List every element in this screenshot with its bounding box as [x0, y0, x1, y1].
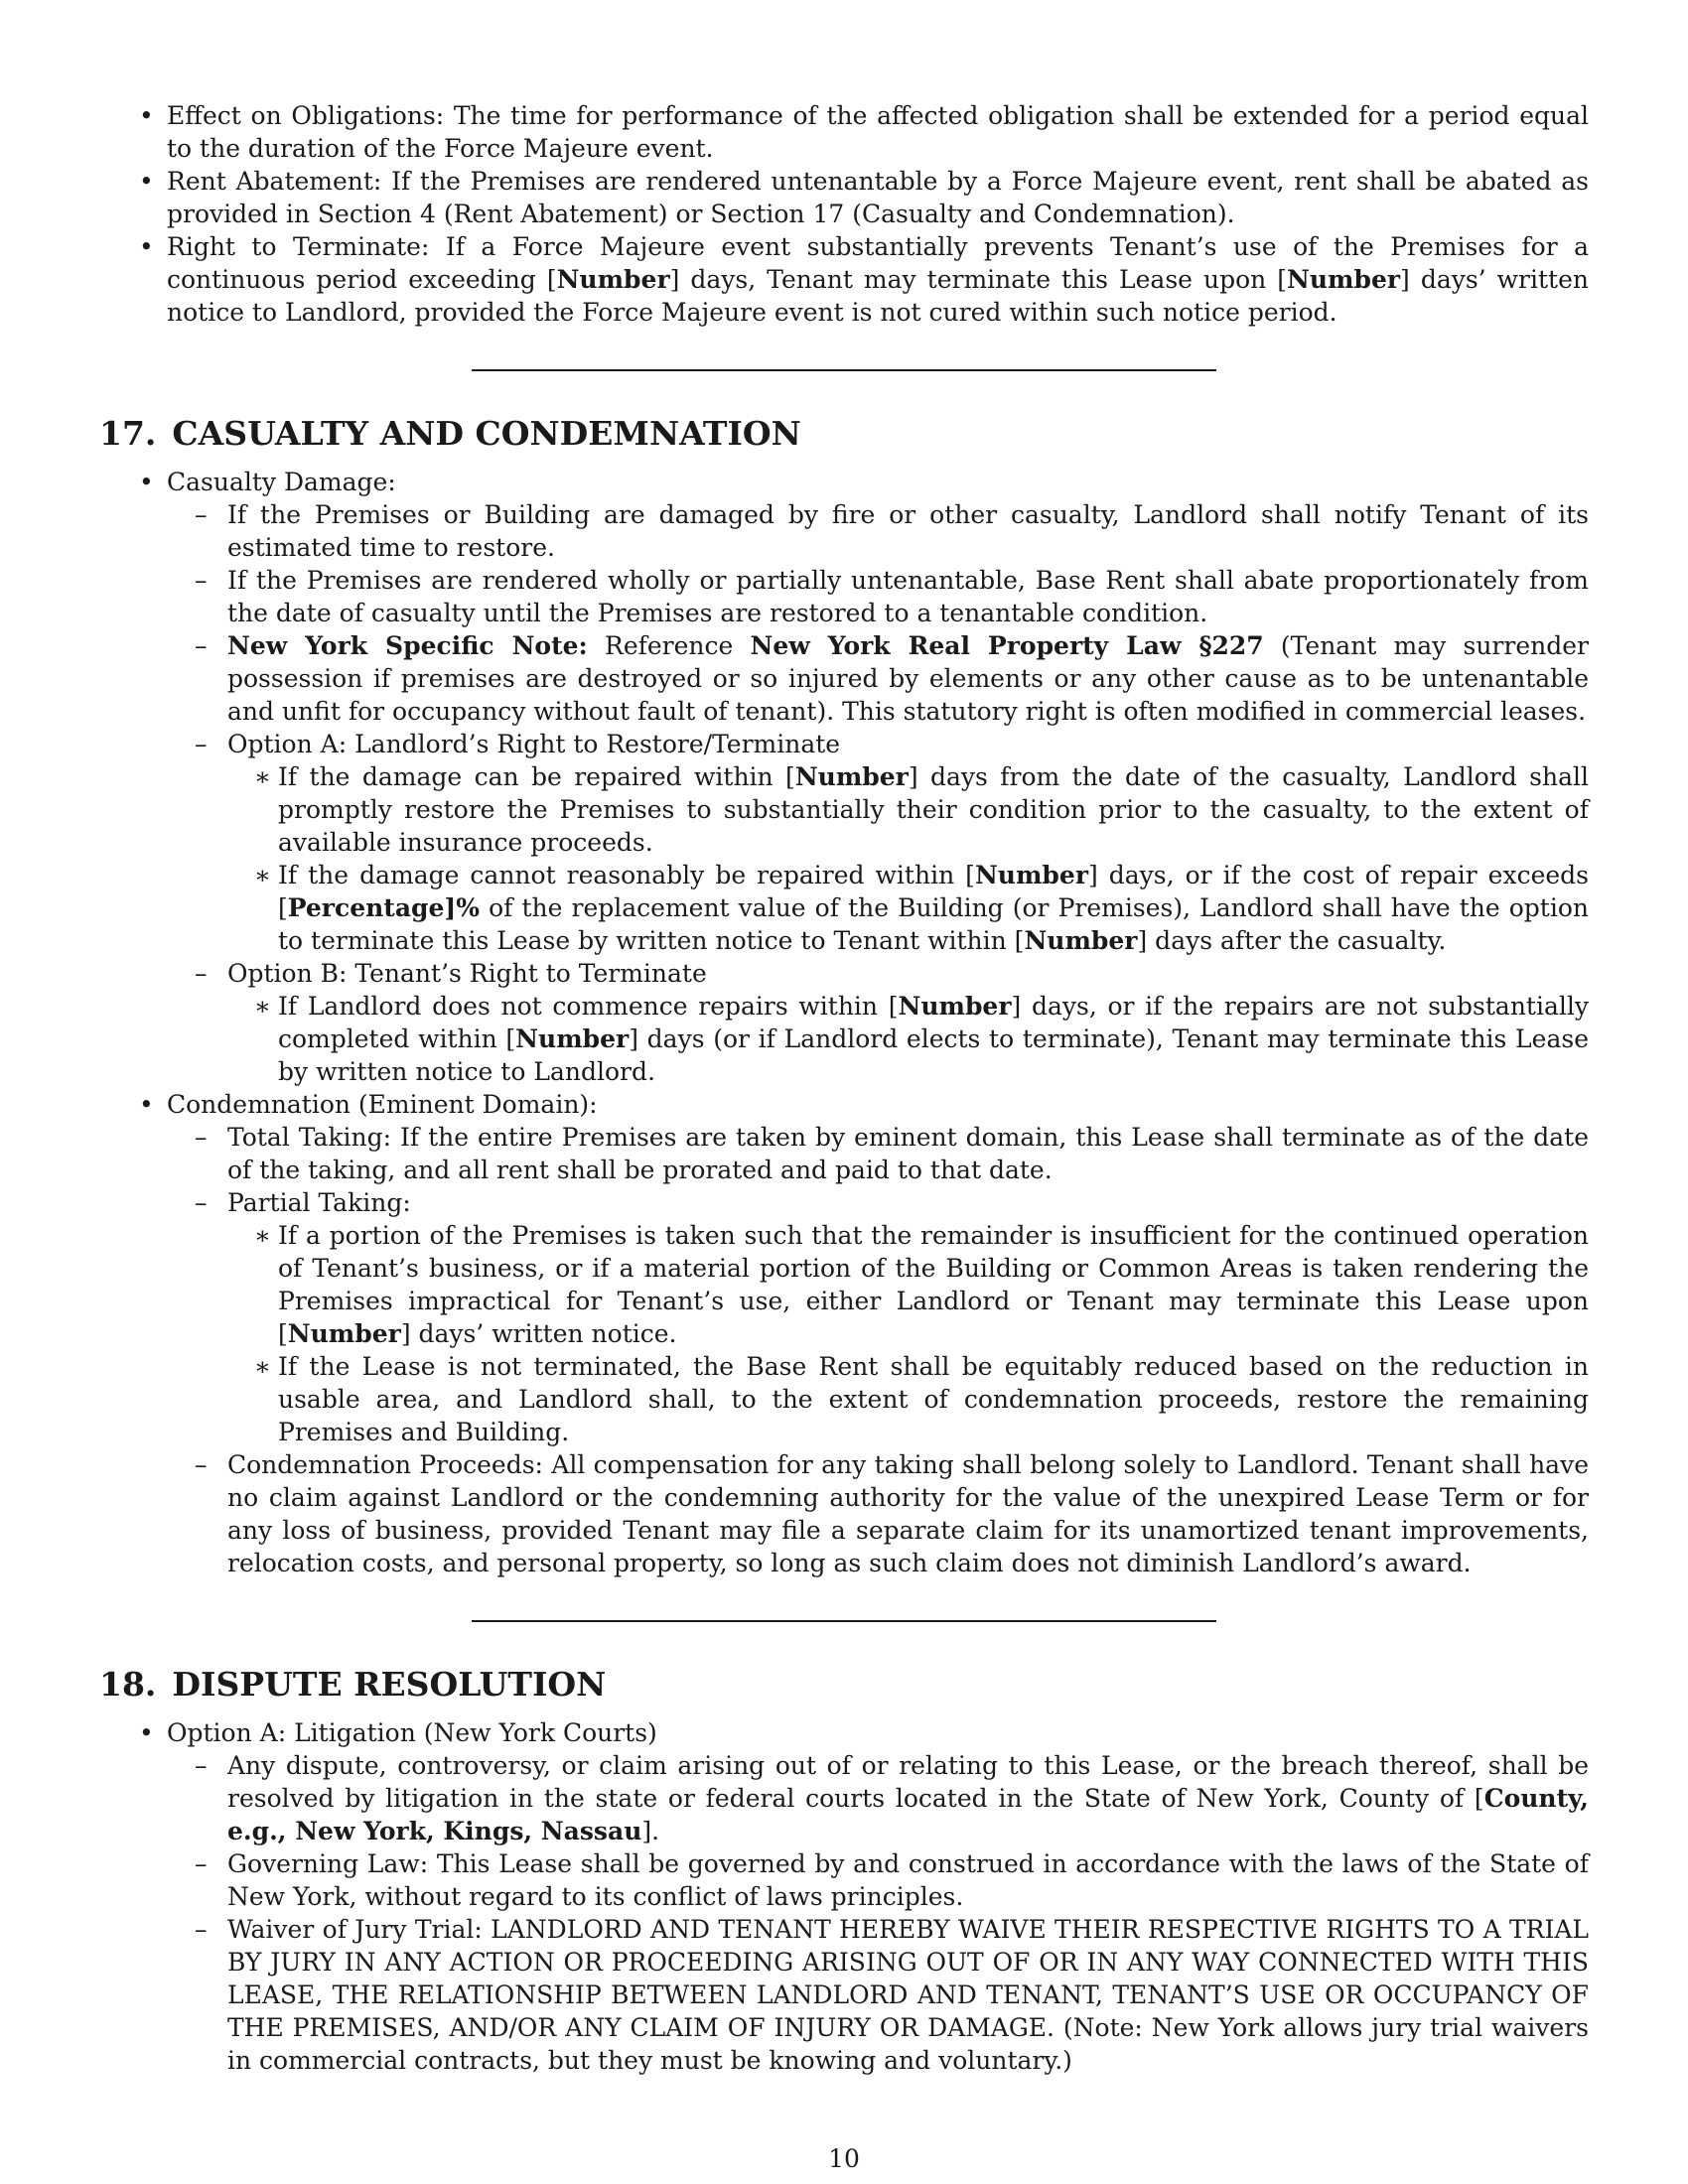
- section-title: CASUALTY AND CONDEMNATION: [172, 414, 801, 453]
- condemnation-sublist: [167, 1121, 1589, 1579]
- partial-taking-text: If the Lease is not terminated, the Base Rent shall be equitably reduced based on the reduction in usable area, and Landlord shall, to the extent of condemnation proceeds, restore the remaining Premises and Building.: [278, 1352, 1589, 1446]
- number-placeholder: Number: [794, 762, 909, 791]
- county-placeholder: County, e.g., New York, Kings, Nassau: [227, 1784, 1589, 1845]
- section-divider: [472, 1620, 1216, 1622]
- condemnation-proceeds-text: Condemnation Proceeds: All compensation for any taking shall belong solely to Landlord. Tenant shall have no claim against Landlord or the condemning authority for the value of the unexpired Lease Term or for any loss of business, provided Tenant may file a separate claim for its unamortized tenant improvements, relocation costs, and personal property, so long as such claim does not diminish Landlord’s award.: [227, 1450, 1589, 1577]
- partial-taking-text: If a portion of the Premises is taken such that the remainder is insufficient for the continued operation of Tenant’s business, or if a material portion of the Building or Common Areas is taken rendering the Premises impractical for Tenant’s use, either Landlord or Tenant may terminate this Lease upon [: [278, 1221, 1589, 1348]
- option-a-label: Option A: Landlord’s Right to Restore/Terminate: [227, 730, 841, 758]
- ny-specific-note-item: [167, 629, 1589, 728]
- option-a-restore-item: [227, 760, 1589, 859]
- total-taking-item: [167, 1121, 1589, 1186]
- option-a-text: ] days, or if the cost of repair exceeds [: [278, 861, 1590, 922]
- right-to-terminate-text: Right to Terminate: If a Force Majeure event substantially prevents Tenant’s use of the Premises for a continuous period exceeding [: [167, 232, 1589, 294]
- partial-taking-item: [167, 1186, 1589, 1448]
- dispute-text: Any dispute, controversy, or claim arising out of or relating to this Lease, or the breach thereof, shall be resolved by litigation in the state or federal courts located in the State of New York, County of [: [227, 1751, 1589, 1813]
- option-b-sublist: [227, 990, 1589, 1088]
- option-b-text: If Landlord does not commence repairs within [: [278, 992, 899, 1021]
- governing-law-item: [167, 1847, 1589, 1913]
- right-to-terminate-text: ] days, Tenant may terminate this Lease upon [: [669, 265, 1287, 294]
- ny-note-text: Reference: [587, 631, 751, 660]
- option-a-item: [167, 728, 1589, 957]
- option-a-text: ] days after the casualty.: [1137, 926, 1447, 955]
- governing-law-text: Governing Law: This Lease shall be governed by and construed in accordance with the laws of the State of New York, without regard to its conflict of laws principles.: [227, 1849, 1589, 1911]
- section-title: DISPUTE RESOLUTION: [172, 1665, 607, 1704]
- litigation-option-item: [99, 1716, 1589, 2077]
- casualty-damage-label: Casualty Damage:: [167, 468, 396, 496]
- partial-taking-reduce-item: [227, 1350, 1589, 1448]
- right-to-terminate-item: [99, 230, 1589, 329]
- ny-note-text: (Tenant may surrender possession if premises are destroyed or so injured by elements or any other cause as to be untenantable and unfit for occupancy without fault of tenant). This statutory right is often modified in commercial leases.: [227, 631, 1589, 726]
- option-a-text: ] days from the date of the casualty, Landlord shall promptly restore the Premises to substantially their condition prior to the casualty, to the extent of available insurance proceeds.: [278, 762, 1589, 857]
- option-b-item: [167, 957, 1589, 1088]
- casualty-notify-item: [167, 498, 1589, 564]
- option-a-terminate-item: [227, 859, 1589, 957]
- section-number: 17.: [99, 414, 157, 453]
- section-17-heading: [99, 414, 1589, 454]
- section-18-list: [99, 1716, 1589, 2077]
- option-b-text: ] days (or if Landlord elects to terminate), Tenant may terminate this Lease by written notice to Landlord.: [278, 1024, 1589, 1086]
- casualty-sublist: [167, 498, 1589, 1088]
- number-placeholder: Number: [556, 265, 670, 294]
- right-to-terminate-text: ] days’ written notice to Landlord, provided the Force Majeure event is not cured within such notice period.: [167, 265, 1589, 327]
- option-b-label: Option B: Tenant’s Right to Terminate: [227, 959, 707, 988]
- casualty-abate-text: If the Premises are rendered wholly or partially untenantable, Base Rent shall abate proportionately from the date of casualty until the Premises are restored to a tenantable condition.: [227, 566, 1589, 627]
- dispute-text: ].: [641, 1817, 660, 1845]
- option-b-terminate-item: [227, 990, 1589, 1088]
- ny-note-label: New York Specific Note:: [227, 631, 588, 660]
- litigation-sublist: [167, 1749, 1589, 2077]
- section-divider: [472, 369, 1216, 371]
- condemnation-item: [99, 1088, 1589, 1579]
- option-b-text: ] days, or if the repairs are not substantially completed within [: [278, 992, 1589, 1053]
- litigation-option-label: Option A: Litigation (New York Courts): [167, 1718, 657, 1747]
- section-number: 18.: [99, 1665, 157, 1704]
- effect-on-obligations-item: [99, 99, 1589, 165]
- document-page: [99, 99, 1589, 2077]
- force-majeure-list: [99, 99, 1589, 329]
- number-placeholder: Number: [287, 1319, 401, 1348]
- condemnation-proceeds-item: [167, 1448, 1589, 1579]
- rent-abatement-text: Rent Abatement: If the Premises are rendered untenantable by a Force Majeure event, rent shall be abated as provided in Section 4 (Rent Abatement) or Section 17 (Casualty and Condemnation).: [167, 167, 1589, 228]
- ny-statute-reference: New York Real Property Law §227: [750, 631, 1264, 660]
- jury-waiver-text: Waiver of Jury Trial: LANDLORD AND TENANT HEREBY WAIVE THEIR RESPECTIVE RIGHTS TO A TRIAL BY JURY IN ANY ACTION OR PROCEEDING ARISING OUT OF OR IN ANY WAY CONNECTED WITH THIS LEASE, THE RELATIONSHIP BETWEEN LANDLORD AND TENANT, TENANT’S USE OR OCCUPANCY OF THE PREMISES, AND/OR ANY CLAIM OF INJURY OR DAMAGE. (Note: New York allows jury trial waivers in commercial contracts, but they must be knowing and voluntary.): [227, 1915, 1589, 2075]
- rent-abatement-item: [99, 165, 1589, 230]
- number-placeholder: Number: [974, 861, 1088, 889]
- partial-taking-label: Partial Taking:: [227, 1188, 411, 1217]
- casualty-abate-item: [167, 564, 1589, 629]
- total-taking-text: Total Taking: If the entire Premises are taken by eminent domain, this Lease shall terminate as of the date of the taking, and all rent shall be prorated and paid to that date.: [227, 1123, 1589, 1184]
- dispute-item: [167, 1749, 1589, 1847]
- effect-on-obligations-text: Effect on Obligations: The time for performance of the affected obligation shall be extended for a period equal to the duration of the Force Majeure event.: [167, 101, 1589, 163]
- number-placeholder: Number: [1287, 265, 1401, 294]
- number-placeholder: Number: [515, 1024, 630, 1053]
- section-17-list: [99, 466, 1589, 1579]
- percentage-placeholder: Percentage]%: [287, 893, 480, 922]
- partial-taking-sublist: [227, 1219, 1589, 1448]
- casualty-damage-item: [99, 466, 1589, 1088]
- option-a-text: If the damage can be repaired within [: [278, 762, 795, 791]
- partial-taking-terminate-item: [227, 1219, 1589, 1350]
- number-placeholder: Number: [898, 992, 1012, 1021]
- jury-waiver-item: [167, 1913, 1589, 2077]
- page-number: 10: [828, 2144, 860, 2173]
- condemnation-label: Condemnation (Eminent Domain):: [167, 1090, 598, 1119]
- option-a-sublist: [227, 760, 1589, 957]
- number-placeholder: Number: [1024, 926, 1138, 955]
- option-a-text: If the damage cannot reasonably be repaired within [: [278, 861, 975, 889]
- partial-taking-text: ] days’ written notice.: [400, 1319, 677, 1348]
- section-18-heading: [99, 1665, 1589, 1705]
- option-a-text: of the replacement value of the Building (or Premises), Landlord shall have the option to terminate this Lease by written notice to Tenant within [: [278, 893, 1589, 955]
- casualty-notify-text: If the Premises or Building are damaged by fire or other casualty, Landlord shall notify Tenant of its estimated time to restore.: [227, 500, 1589, 562]
